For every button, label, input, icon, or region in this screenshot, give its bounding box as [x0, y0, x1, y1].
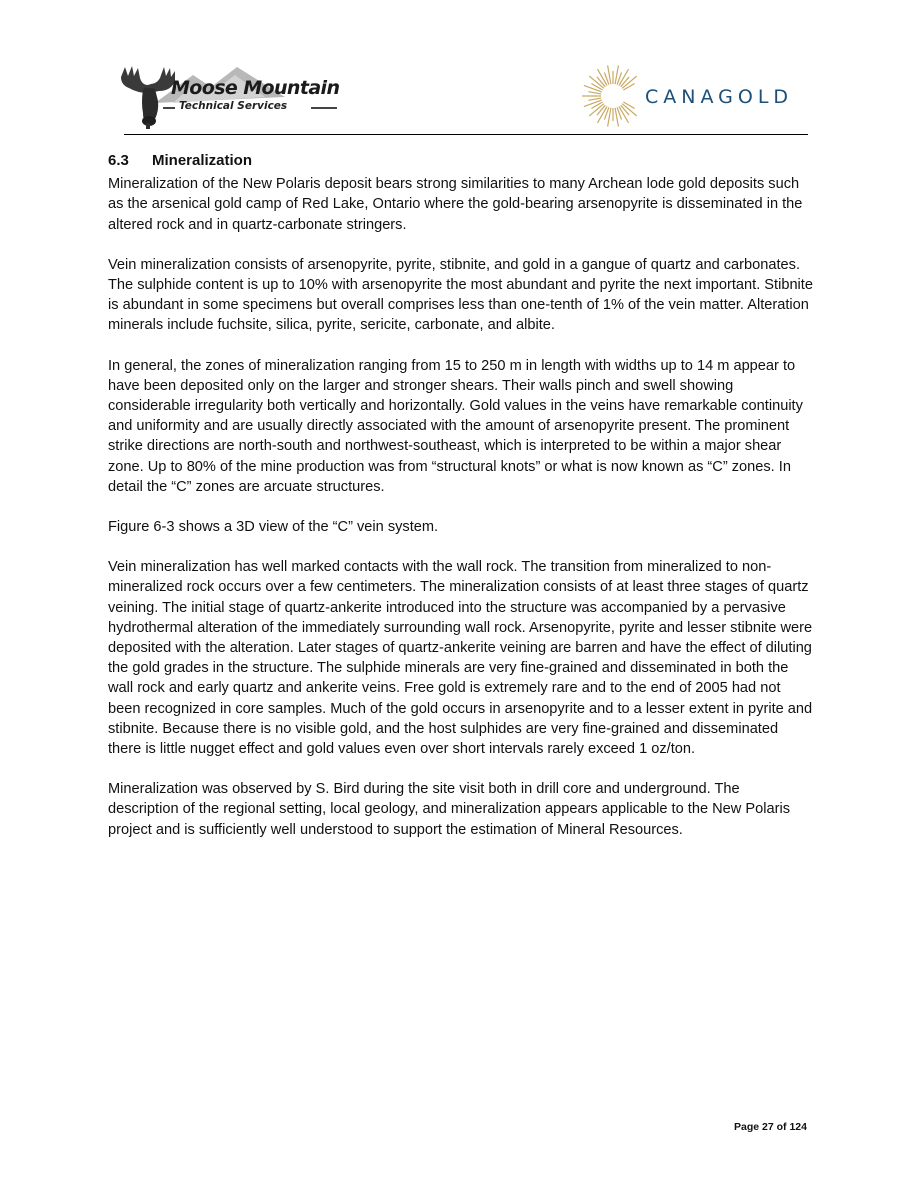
- moose-mountain-logo: [115, 63, 350, 129]
- section-heading: [108, 151, 813, 171]
- paragraph: Vein mineralization consists of arsenopyrite, pyrite, stibnite, and gold in a gangue of quartz and carbonates. The sulphide content is up to 10% with arsenopyrite the most abundant and pyrite the next important. Stibnite is abundant in some specimens but overall comprises less than one-tenth of 1% of the vein matter. Alteration minerals include fuchsite, silica, pyrite, sericite, carbonate, and albite.: [108, 256, 813, 334]
- paragraph: Figure 6-3 shows a 3D view of the “C” vein system.: [108, 519, 439, 536]
- sunburst-ray: [588, 98, 601, 100]
- section-title: Mineralization: [152, 152, 253, 169]
- sunburst-ray: [588, 92, 601, 94]
- page-number: Page 27 of 124: [734, 1121, 807, 1133]
- sunburst-ray: [584, 85, 602, 91]
- logo-title: Moose Mountain: [171, 77, 340, 99]
- paragraph: In general, the zones of mineralization ranging from 15 to 250 m in length with widths up to 14 m appear to have been deposited only on the larger and stronger shears. Their walls pinch and swell showing considerable irregularity both vertically and horizontally. Gold values in the veins have remarkable continuity and uniformity and are usually directly associated with the amount of arsenopyrite present. The prominent strike directions are north-south and northwest-southeast, which is interpreted to be within a major shear zone. Up to 80% of the mine production was from “structural knots” or what is now known as “C” zones. In detail the “C” zones are arcuate structures.: [108, 357, 803, 495]
- logo-rule-left: [163, 107, 175, 109]
- sunburst-ray: [584, 100, 602, 106]
- canagold-wordmark: CANAGOLD: [645, 86, 794, 108]
- page-header: [0, 0, 918, 140]
- sunburst-icon: [582, 62, 644, 130]
- paragraph: Vein mineralization has well marked contacts with the wall rock. The transition from mineralized to non-mineralized rock occurs over a few centimeters. The mineralization consists of at least three stages of quartz veining. The initial stage of quartz-ankerite introduced into the structure was accompanied by a pervasive hydrothermal alteration of the immediately surrounding wall rock. Arsenopyrite, pyrite and lesser stibnite were deposited with the alteration. Later stages of quartz-ankerite veining are barren and have the effect of diluting the gold grades in the structure. The sulphide minerals are very fine-grained and disseminated in both the wall rock and early quartz and ankerite veins. Free gold is extremely rare and to the end of 2005 had not been recognized in core samples. Much of the gold occurs in arsenopyrite and to a lesser extent in pyrite and stibnite. Because there is no visible gold, and the host sulphides are very fine-grained and disseminated there is little nugget effect and gold values even over short intervals rarely exceed 1 oz/ton.: [108, 559, 813, 758]
- logo-rule-right: [311, 107, 337, 109]
- paragraph: Mineralization was observed by S. Bird during the site visit both in drill core and underground. The description of the regional setting, local geology, and mineralization appears applicable to the New Polaris project and is sufficiently well understood to support the estimation of Mineral Resources.: [108, 781, 790, 838]
- sunburst-ray: [623, 102, 634, 109]
- logo-subtitle: Technical Services: [179, 100, 288, 112]
- sunburst-ray: [623, 84, 634, 91]
- header-divider: [124, 134, 808, 135]
- paragraph: Mineralization of the New Polaris deposit bears strong similarities to many Archean lode gold deposits such as the arsenical gold camp of Red Lake, Ontario where the gold-bearing arsenopyrite is disseminated in the altered rock and in quartz-carbonate stringers.: [108, 176, 803, 233]
- document-body: [108, 151, 813, 860]
- canagold-logo: [582, 62, 812, 130]
- section-number: 6.3: [108, 152, 129, 169]
